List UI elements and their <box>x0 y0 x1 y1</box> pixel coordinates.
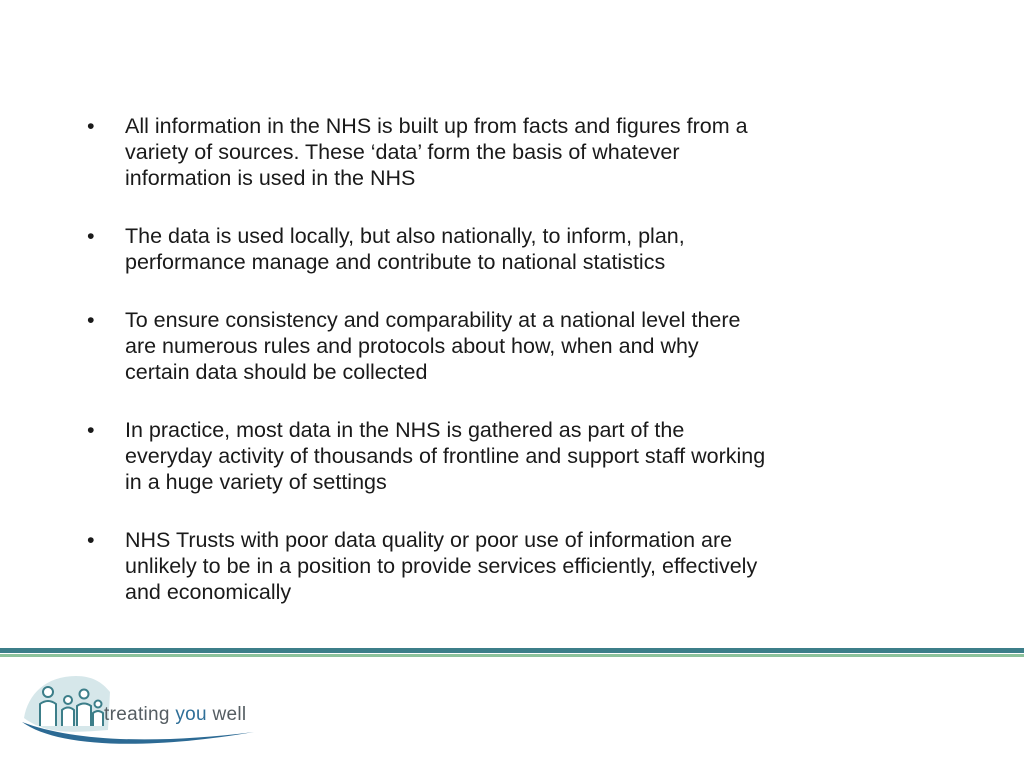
footer-rule-teal <box>0 648 1024 653</box>
logo-text-after: well <box>206 704 247 725</box>
logo-text-before: treating <box>104 704 176 725</box>
bullet-line: everyday activity of thousands of frontline and support staff working <box>125 444 766 468</box>
bullet-line: are numerous rules and protocols about how, when and why <box>125 334 699 358</box>
bullet-line: In practice, most data in the NHS is gathered as part of the <box>125 418 685 442</box>
bullet-item <box>84 527 954 605</box>
bullet-marker: • <box>87 224 95 248</box>
bullet-line: in a huge variety of settings <box>125 470 387 494</box>
bullet-line: performance manage and contribute to national statistics <box>125 250 666 274</box>
bullet-item <box>84 307 954 385</box>
bullet-list <box>84 113 954 605</box>
bullet-line: certain data should be collected <box>125 360 428 384</box>
bullet-line: information is used in the NHS <box>125 166 416 190</box>
footer-rule-green <box>0 654 1024 657</box>
bullet-line: variety of sources. These ‘data’ form the basis of whatever <box>125 140 680 164</box>
bullet-line: and economically <box>125 580 292 604</box>
bullet-line: The data is used locally, but also nationally, to inform, plan, <box>125 224 685 248</box>
bullet-line: NHS Trusts with poor data quality or poor use of information are <box>125 528 733 552</box>
treating-you-well-logo <box>18 670 258 746</box>
logo-wordmark <box>104 704 246 726</box>
bullet-item <box>84 113 954 191</box>
bullet-item <box>84 417 954 495</box>
bullet-marker: • <box>87 308 95 332</box>
bullet-marker: • <box>87 528 95 552</box>
logo-text-accent: you <box>175 704 207 725</box>
bullet-marker: • <box>87 114 95 138</box>
bullet-item <box>84 223 954 275</box>
bullet-line: All information in the NHS is built up from facts and figures from a <box>125 114 748 138</box>
bullet-line: unlikely to be in a position to provide services efficiently, effectively <box>125 554 758 578</box>
bullet-marker: • <box>87 418 95 442</box>
slide-body <box>84 113 954 605</box>
bullet-line: To ensure consistency and comparability at a national level there <box>125 308 741 332</box>
